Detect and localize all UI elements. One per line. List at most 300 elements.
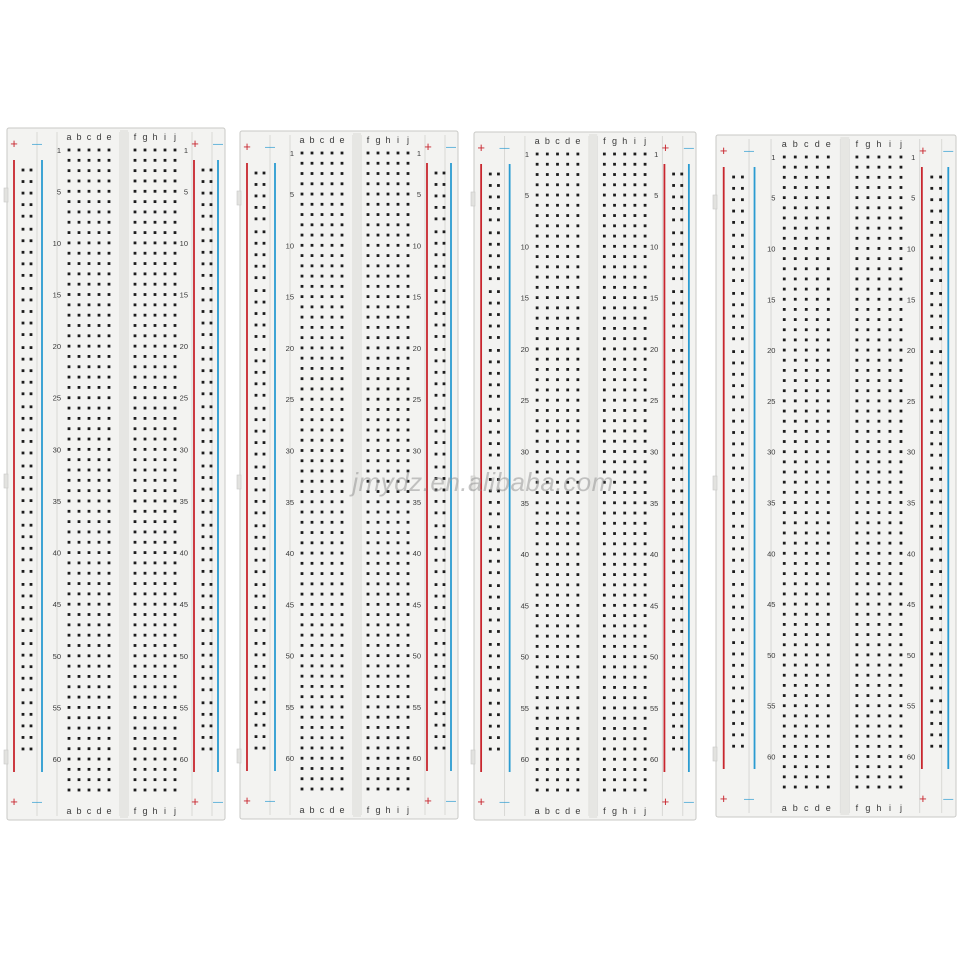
hole: [311, 500, 314, 503]
hole: [644, 758, 647, 761]
side-connector-tab: [237, 749, 241, 763]
rail-hole: [210, 511, 213, 514]
hole: [816, 237, 819, 240]
hole: [407, 305, 410, 308]
hole: [321, 347, 324, 350]
rail-hole: [443, 701, 446, 704]
hole: [78, 180, 81, 183]
hole: [134, 644, 137, 647]
hole: [644, 604, 647, 607]
hole: [783, 450, 786, 453]
row-number-40: 40: [285, 549, 294, 559]
hole: [311, 777, 314, 780]
rail-hole: [22, 428, 25, 431]
hole: [827, 339, 830, 342]
rail-hole: [255, 301, 258, 304]
hole: [603, 399, 606, 402]
hole: [377, 644, 380, 647]
rail-hole: [732, 420, 735, 423]
hole: [331, 613, 334, 616]
hole: [321, 152, 324, 155]
hole: [78, 778, 81, 781]
hole: [78, 417, 81, 420]
hole: [613, 614, 616, 617]
hole: [367, 654, 370, 657]
hole: [556, 358, 559, 361]
hole: [377, 716, 380, 719]
hole: [98, 500, 101, 503]
hole: [900, 704, 903, 707]
plus-symbol-top: +: [477, 140, 485, 155]
hole: [783, 196, 786, 199]
hole: [367, 244, 370, 247]
rail-hole: [489, 383, 492, 386]
rail-hole: [741, 234, 744, 237]
hole: [566, 717, 569, 720]
hole: [154, 489, 157, 492]
hole: [134, 200, 137, 203]
rail-hole: [435, 489, 438, 492]
hole: [321, 418, 324, 421]
hole: [816, 613, 819, 616]
hole: [827, 166, 830, 169]
rail-hole: [672, 231, 675, 234]
hole: [108, 345, 111, 348]
rail-hole: [497, 467, 500, 470]
hole: [88, 324, 91, 327]
hole: [407, 388, 410, 391]
rail-hole: [939, 617, 942, 620]
hole: [783, 237, 786, 240]
hole: [623, 358, 626, 361]
hole: [556, 778, 559, 781]
hole: [407, 634, 410, 637]
hole: [367, 367, 370, 370]
hole: [311, 716, 314, 719]
hole: [816, 572, 819, 575]
hole: [397, 634, 400, 637]
hole: [78, 489, 81, 492]
hole: [889, 298, 892, 301]
row-number-45-right: 45: [412, 600, 421, 610]
hole: [367, 695, 370, 698]
hole: [613, 337, 616, 340]
hole: [174, 582, 177, 585]
rail-hole: [210, 228, 213, 231]
hole: [889, 491, 892, 494]
hole: [164, 685, 167, 688]
rail-hole: [497, 571, 500, 574]
hole: [576, 235, 579, 238]
hole: [783, 440, 786, 443]
rail-hole: [22, 476, 25, 479]
hole: [546, 337, 549, 340]
hole: [88, 200, 91, 203]
hole: [134, 345, 137, 348]
hole: [407, 203, 410, 206]
hole: [98, 159, 101, 162]
row-number-20-right: 20: [412, 343, 421, 353]
rail-hole: [263, 453, 266, 456]
hole: [794, 399, 797, 402]
hole: [900, 298, 903, 301]
hole: [68, 180, 71, 183]
hole: [397, 644, 400, 647]
rail-hole: [732, 279, 735, 282]
hole: [546, 214, 549, 217]
hole: [397, 521, 400, 524]
hole: [144, 520, 147, 523]
hole: [623, 276, 626, 279]
hole: [794, 410, 797, 413]
hole: [301, 203, 304, 206]
rail-hole: [22, 287, 25, 290]
rail-hole: [202, 713, 205, 716]
rail-hole: [680, 560, 683, 563]
rail-hole: [680, 630, 683, 633]
hole: [154, 396, 157, 399]
hole: [623, 306, 626, 309]
hole: [633, 583, 636, 586]
row-number-25: 25: [52, 393, 61, 403]
hole: [311, 449, 314, 452]
rail-hole: [489, 408, 492, 411]
hole: [301, 788, 304, 791]
hole: [546, 173, 549, 176]
hole: [576, 604, 579, 607]
hole: [78, 634, 81, 637]
rail-hole: [732, 384, 735, 387]
hole: [108, 675, 111, 678]
hole: [98, 252, 101, 255]
hole: [783, 501, 786, 504]
hole: [566, 430, 569, 433]
hole: [78, 469, 81, 472]
hole: [407, 285, 410, 288]
rail-hole: [680, 277, 683, 280]
hole: [633, 358, 636, 361]
rail-hole: [489, 231, 492, 234]
rail-hole: [435, 642, 438, 645]
hole: [878, 450, 881, 453]
column-label-e-bottom: e: [575, 806, 581, 816]
hole: [827, 176, 830, 179]
hole: [407, 152, 410, 155]
hole: [556, 235, 559, 238]
hole: [407, 182, 410, 185]
rail-hole: [497, 643, 500, 646]
hole: [878, 156, 881, 159]
rail-hole: [741, 176, 744, 179]
rail-hole: [30, 310, 33, 313]
hole: [878, 532, 881, 535]
hole: [341, 244, 344, 247]
rail-hole: [435, 348, 438, 351]
rail-hole: [930, 384, 933, 387]
hole: [387, 685, 390, 688]
hole: [613, 573, 616, 576]
hole: [301, 388, 304, 391]
hole: [108, 303, 111, 306]
hole: [546, 481, 549, 484]
hole: [407, 295, 410, 298]
hole: [900, 542, 903, 545]
hole: [88, 500, 91, 503]
rail-hole: [435, 606, 438, 609]
hole: [68, 582, 71, 585]
hole: [889, 339, 892, 342]
hole: [783, 288, 786, 291]
hole: [68, 613, 71, 616]
minus-symbol-bottom: —: [943, 794, 954, 805]
hole: [644, 173, 647, 176]
hole: [867, 156, 870, 159]
hole: [644, 563, 647, 566]
hole: [78, 376, 81, 379]
rail-hole: [672, 736, 675, 739]
rail-hole: [443, 430, 446, 433]
hole: [164, 727, 167, 730]
hole: [321, 572, 324, 575]
hole: [805, 237, 808, 240]
hole: [301, 552, 304, 555]
hole: [603, 419, 606, 422]
hole: [546, 666, 549, 669]
hole: [805, 633, 808, 636]
hole: [321, 295, 324, 298]
hole: [144, 747, 147, 750]
hole: [633, 737, 636, 740]
hole: [301, 654, 304, 657]
hole: [856, 745, 859, 748]
hole: [613, 604, 616, 607]
rail-hole: [435, 217, 438, 220]
hole: [794, 237, 797, 240]
hole: [377, 347, 380, 350]
hole: [633, 501, 636, 504]
rail-hole: [489, 584, 492, 587]
hole: [889, 714, 892, 717]
hole: [867, 542, 870, 545]
hole: [387, 644, 390, 647]
rail-hole: [202, 688, 205, 691]
hole: [556, 666, 559, 669]
hole: [88, 551, 91, 554]
hole: [164, 562, 167, 565]
hole: [154, 149, 157, 152]
rail-hole: [497, 302, 500, 305]
hole: [154, 324, 157, 327]
column-label-e-bottom: e: [339, 805, 345, 815]
rail-hole: [435, 701, 438, 704]
column-label-a-bottom: a: [299, 805, 305, 815]
hole: [154, 758, 157, 761]
hole: [805, 562, 808, 565]
hole: [546, 758, 549, 761]
hole: [68, 355, 71, 358]
hole: [867, 664, 870, 667]
hole: [794, 654, 797, 657]
hole: [311, 685, 314, 688]
hole: [889, 643, 892, 646]
hole: [566, 306, 569, 309]
hole: [154, 283, 157, 286]
hole: [341, 726, 344, 729]
hole: [78, 242, 81, 245]
rail-hole: [30, 440, 33, 443]
hole: [805, 349, 808, 352]
rail-hole: [741, 570, 744, 573]
hole: [331, 347, 334, 350]
hole: [566, 245, 569, 248]
hole: [407, 582, 410, 585]
hole: [321, 193, 324, 196]
hole: [794, 288, 797, 291]
hole: [78, 510, 81, 513]
hole: [397, 398, 400, 401]
rail-hole: [202, 654, 205, 657]
hole: [603, 450, 606, 453]
hole: [613, 286, 616, 289]
hole: [623, 245, 626, 248]
hole: [321, 213, 324, 216]
hole: [341, 172, 344, 175]
hole: [783, 247, 786, 250]
hole: [331, 541, 334, 544]
rail-hole: [22, 688, 25, 691]
rail-hole: [443, 394, 446, 397]
hole: [576, 624, 579, 627]
hole: [154, 716, 157, 719]
hole: [546, 645, 549, 648]
hole: [377, 172, 380, 175]
hole: [98, 623, 101, 626]
hole: [377, 398, 380, 401]
hole: [321, 603, 324, 606]
hole: [331, 788, 334, 791]
rail-hole: [680, 584, 683, 587]
rail-hole: [255, 676, 258, 679]
rail-hole: [741, 653, 744, 656]
hole: [867, 206, 870, 209]
hole: [387, 336, 390, 339]
hole: [878, 410, 881, 413]
hole: [377, 162, 380, 165]
rail-hole: [680, 290, 683, 293]
rail-hole: [930, 396, 933, 399]
hole: [321, 511, 324, 514]
hole: [144, 242, 147, 245]
hole: [536, 542, 539, 545]
rail-hole: [263, 489, 266, 492]
row-number-5: 5: [524, 191, 529, 201]
rail-hole: [672, 643, 675, 646]
hole: [900, 247, 903, 250]
hole: [644, 337, 647, 340]
plus-symbol-bottom: +: [424, 793, 432, 808]
hole: [78, 592, 81, 595]
rail-hole: [741, 362, 744, 365]
hole: [556, 635, 559, 638]
hole: [576, 542, 579, 545]
hole: [889, 755, 892, 758]
hole: [900, 389, 903, 392]
hole: [816, 410, 819, 413]
hole: [164, 190, 167, 193]
hole: [78, 582, 81, 585]
column-label-d-bottom: d: [565, 806, 571, 816]
hole: [867, 643, 870, 646]
hole: [644, 676, 647, 679]
hole: [566, 224, 569, 227]
hole: [68, 592, 71, 595]
rail-hole: [741, 687, 744, 690]
hole: [856, 521, 859, 524]
hole: [603, 614, 606, 617]
rail-hole: [210, 299, 213, 302]
hole: [98, 407, 101, 410]
hole: [878, 735, 881, 738]
hole: [644, 440, 647, 443]
hole: [88, 520, 91, 523]
hole: [556, 748, 559, 751]
hole: [377, 152, 380, 155]
rail-hole: [741, 373, 744, 376]
rail-hole: [30, 192, 33, 195]
rail-hole: [202, 665, 205, 668]
hole: [367, 418, 370, 421]
hole: [134, 386, 137, 389]
hole: [134, 758, 137, 761]
hole: [805, 166, 808, 169]
hole: [301, 593, 304, 596]
hole: [827, 227, 830, 230]
rail-hole: [930, 675, 933, 678]
rail-hole: [263, 511, 266, 514]
hole: [377, 275, 380, 278]
hole: [377, 654, 380, 657]
hole: [900, 156, 903, 159]
hole: [878, 593, 881, 596]
hole: [154, 768, 157, 771]
hole: [174, 665, 177, 668]
hole: [623, 789, 626, 792]
hole: [805, 714, 808, 717]
hole: [794, 247, 797, 250]
hole: [566, 235, 569, 238]
rail-hole: [930, 292, 933, 295]
hole: [900, 267, 903, 270]
hole: [889, 582, 892, 585]
hole: [794, 318, 797, 321]
hole: [164, 283, 167, 286]
hole: [154, 592, 157, 595]
hole: [301, 480, 304, 483]
hole: [387, 234, 390, 237]
hole: [556, 727, 559, 730]
hole: [154, 479, 157, 482]
hole: [387, 665, 390, 668]
hole: [603, 594, 606, 597]
hole: [144, 758, 147, 761]
hole: [536, 737, 539, 740]
hole: [783, 765, 786, 768]
hole: [88, 572, 91, 575]
hole: [68, 159, 71, 162]
rail-hole: [930, 745, 933, 748]
hole: [397, 603, 400, 606]
rail-hole: [22, 499, 25, 502]
